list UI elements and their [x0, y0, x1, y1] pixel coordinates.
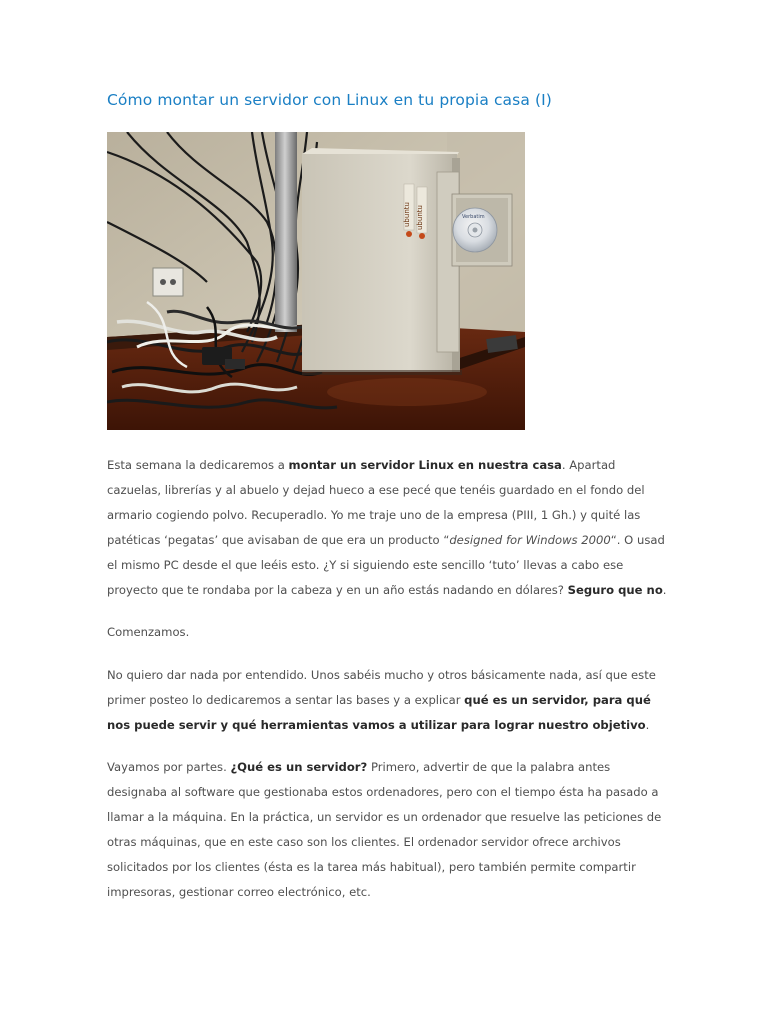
- computer-case: [302, 148, 462, 375]
- paragraph-3: No quiero dar nada por entendido. Unos sabéis mucho y otros básicamente nada, así que este primer posteo lo dedicaremos a sentar las bases y a explicar qué es un servidor, para qué nos puede servir y qué herramientas vamos a utilizar para lograr nuestro objetivo.: [107, 668, 656, 732]
- ubuntu-sticker-1: ubuntu: [403, 202, 411, 227]
- ubuntu-sticker-2: ubuntu: [416, 205, 424, 230]
- paragraph-4: Vayamos por partes. ¿Qué es un servidor? Primero, advertir de que la palabra antes designaba al software que gestionaba estos ordenadores, pero con el tiempo ésta ha pasado a llamar a la máquina. En la práctica, un servidor es un ordenador que resuelve las peticiones de otras máquinas, que en este caso son los clientes. El ordenador servidor ofrece archivos solicitados por los clientes (ésta es la tarea más habitual), pero también permite compartir impresoras, gestionar correo electrónico, etc.: [107, 760, 662, 899]
- paragraph-1: Esta semana la dedicaremos a montar un servidor Linux en nuestra casa. Apartad cazuelas, librerías y al abuelo y dejad hueco a ese pecé que tenéis guardado en el fondo del armario cogiendo polvo. Recuperadlo. Yo me traje uno de la empresa (PIII, 1 Gh.) y quité las patéticas ‘pegatas’ que avisaban de que era un producto “designed for Windows 2000“. O usad el mismo PC desde el que leéis esto. ¿Y si siguiendo este sencillo ‘tuto’ llevas a cabo ese proyecto que te rondaba por la cabeza y en un año estás nadando en dólares? Seguro que no.: [107, 458, 667, 597]
- article-photo: [107, 132, 525, 430]
- cd-tray: [452, 194, 512, 266]
- cd-label: Verbatim: [462, 214, 485, 220]
- wall-socket: [153, 268, 183, 296]
- paragraph-2: Comenzamos.: [107, 625, 190, 639]
- metal-pole: [275, 132, 297, 332]
- article-title: Cómo montar un servidor con Linux en tu propia casa (I): [107, 91, 552, 109]
